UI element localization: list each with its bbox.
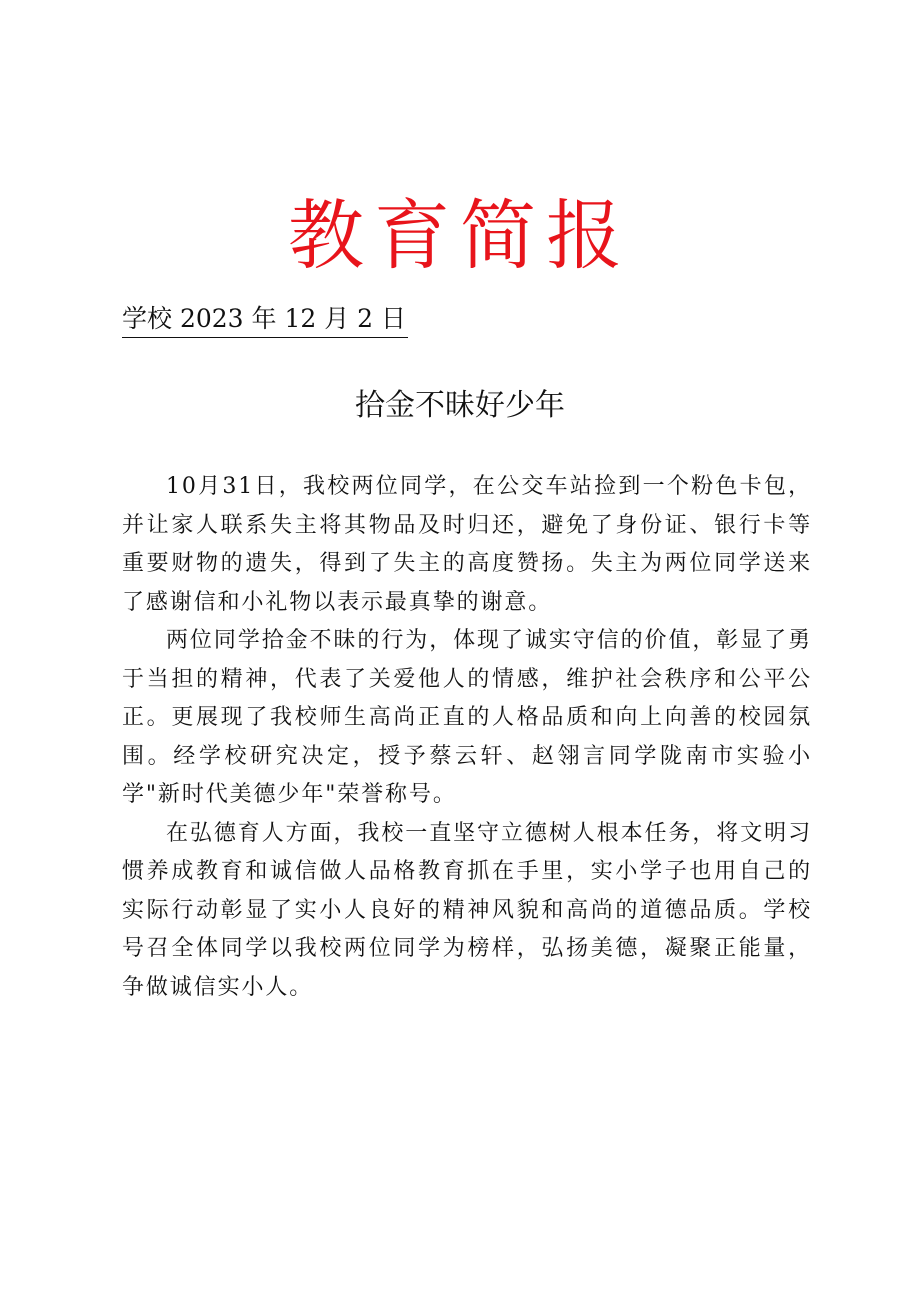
- article-headline: 拾金不昧好少年: [355, 388, 565, 423]
- dateline: 学校 2023 年 12 月 2 日: [122, 302, 408, 338]
- article-paragraph-3: 在弘德育人方面，我校一直坚守立德树人根本任务，将文明习惯养成教育和诚信做人品格教育抓在手里，实小学子也用自己的实际行动彰显了实小人良好的精神风貌和高尚的道德品质。学校号召全体同学以我校两位同学为榜样，弘扬美德，凝聚正能量，争做诚信实小人。: [122, 820, 812, 1000]
- article-paragraph-1: 10月31日，我校两位同学，在公交车站捡到一个粉色卡包，并让家人联系失主将其物品及时归还，避免了身份证、银行卡等重要财物的遗失，得到了失主的高度赞扬。失主为两位同学送来了感谢信和小礼物以表示最真挚的谢意。: [122, 474, 812, 615]
- article-body: [122, 468, 812, 1007]
- masthead-title: 教育简报: [288, 191, 632, 280]
- article-paragraph-2: 两位同学拾金不昧的行为，体现了诚实守信的价值，彰显了勇于当担的精神，代表了关爱他人的情感，维护社会秩序和公平公正。更展现了我校师生高尚正直的人格品质和向上向善的校园氛围。经学校研究决定，授予蔡云轩、赵翎言同学陇南市实验小学"新时代美德少年"荣誉称号。: [122, 628, 812, 807]
